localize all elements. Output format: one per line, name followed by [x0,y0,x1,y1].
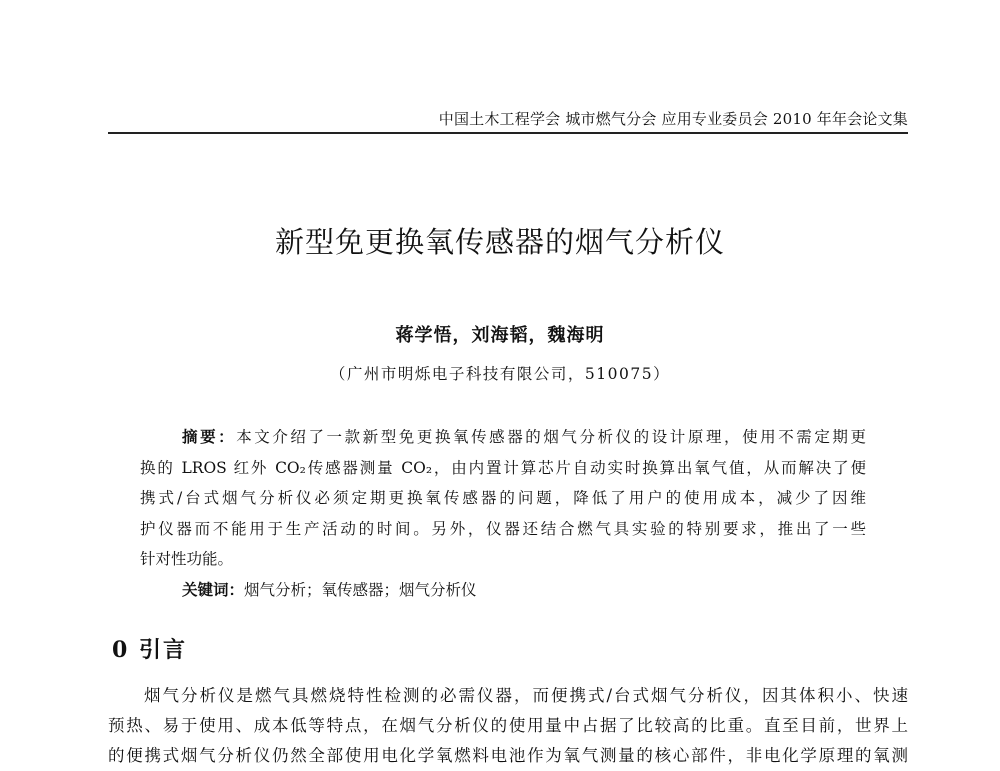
abstract-line [140,422,866,453]
abstract-line: 针对性功能。 [140,550,234,568]
abstract-line-text: 本文介绍了一款新型免更换氧传感器的烟气分析仪的设计原理，使用不需定期更 [236,428,866,446]
keywords-label: 关键词： [182,579,245,599]
paper-title: 新型免更换氧传感器的烟气分析仪 [274,225,725,259]
keywords [140,575,866,606]
body-line: 预热、易于使用、成本低等特点，在烟气分析仪的使用量中占据了比较高的比重。直至目前，世界上 [108,716,908,735]
abstract-label: 摘要： [182,427,237,446]
abstract-line: 护仪器而不能用于生产活动的时间。另外，仪器还结合燃气具实验的特别要求，推出了一些 [140,519,866,538]
author-list: 蒋学悟，刘海韬，魏海明 [395,325,605,346]
body-line: 烟气分析仪是燃气具燃烧特性检测的必需仪器，而便携式/台式烟气分析仪，因其体积小、快速 [144,686,908,705]
body-line: 的便携式烟气分析仪仍然全部使用电化学氧燃料电池作为氧气测量的核心部件，非电化学原理的氧测 [108,746,908,765]
abstract [140,422,866,605]
running-header [108,104,908,134]
section-heading-introduction: 0 引言 [112,637,187,663]
body-text [108,681,908,771]
abstract-line: 换的 LROS 红外 CO₂传感器测量 CO₂，由内置计算芯片自动实时换算出氧气值，从而解决了便 [140,458,866,477]
running-header-title: 中国土木工程学会 城市燃气分会 应用专业委员会 2010 年年会论文集 [438,110,908,128]
keywords-text: 烟气分析；氧传感器；烟气分析仪 [244,580,477,599]
header-rule [108,132,908,134]
abstract-line: 携式/台式烟气分析仪必须定期更换氧传感器的问题，降低了用户的使用成本，减少了因维 [140,489,866,507]
author-affiliation: （广州市明烁电子科技有限公司，510075） [329,365,671,383]
